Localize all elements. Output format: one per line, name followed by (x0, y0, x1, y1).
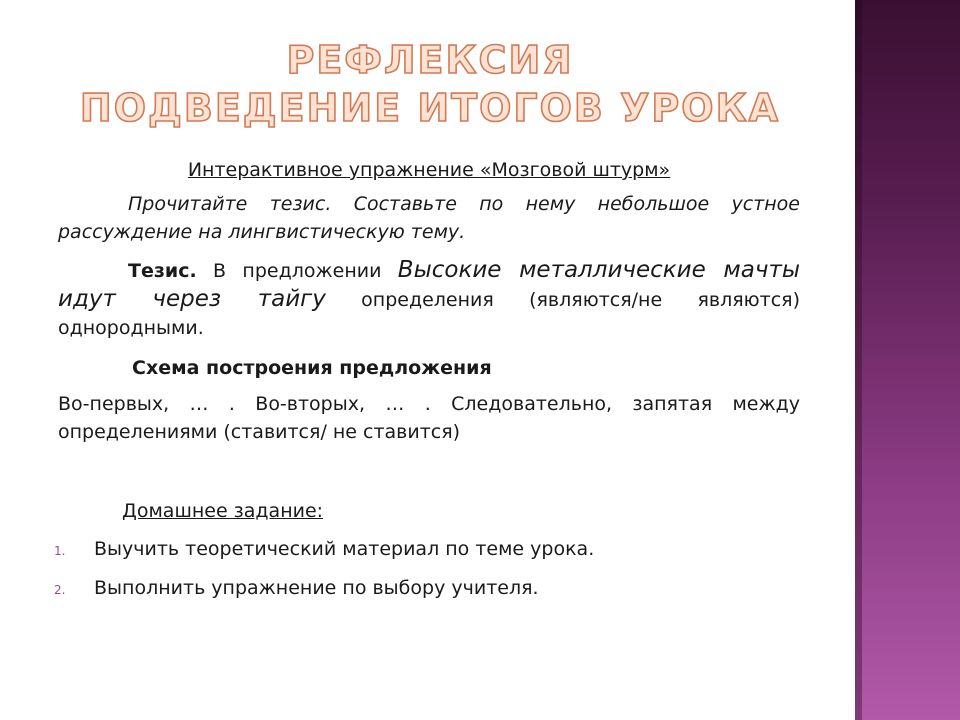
instruction-paragraph: Прочитайте тезис. Составьте по нему небольшое устное рассуждение на лингвистическую тему. (58, 193, 800, 243)
thesis-text-before: В предложении (213, 260, 382, 282)
thesis-paragraph (58, 256, 800, 342)
homework-title: Домашнее задание: (122, 500, 324, 522)
slide-title-line-1: РЕФЛЕКСИЯ (286, 38, 574, 82)
scheme-title: Схема построения предложения (132, 357, 492, 379)
homework-list (54, 536, 794, 614)
list-number: 2. (54, 583, 66, 597)
slide-body (58, 156, 800, 446)
thesis-text-after: определения (являются/не являются) однородными. (58, 289, 800, 339)
side-band-stripe (855, 0, 862, 720)
list-item-text: Выполнить упражнение по выбору учителя. (94, 577, 539, 599)
side-decoration-band (855, 0, 960, 720)
list-number: 1. (54, 544, 66, 558)
scheme-text: Во-первых, … . Во-вторых, … . Следовательно, запятая между определениями (ставится/ не ставится) (58, 393, 800, 443)
thesis-label: Тезис. (128, 260, 197, 282)
list-item (54, 575, 794, 603)
list-item (54, 536, 794, 564)
exercise-heading: Интерактивное упражнение «Мозговой штурм» (187, 159, 671, 181)
slide-title-line-2: ПОДВЕДЕНИЕ ИТОГОВ УРОКА (79, 86, 781, 130)
thesis-example-sentence: Высокие металлические мачты идут через тайгу (58, 257, 800, 312)
list-item-text: Выучить теоретический материал по теме урока. (94, 538, 595, 560)
